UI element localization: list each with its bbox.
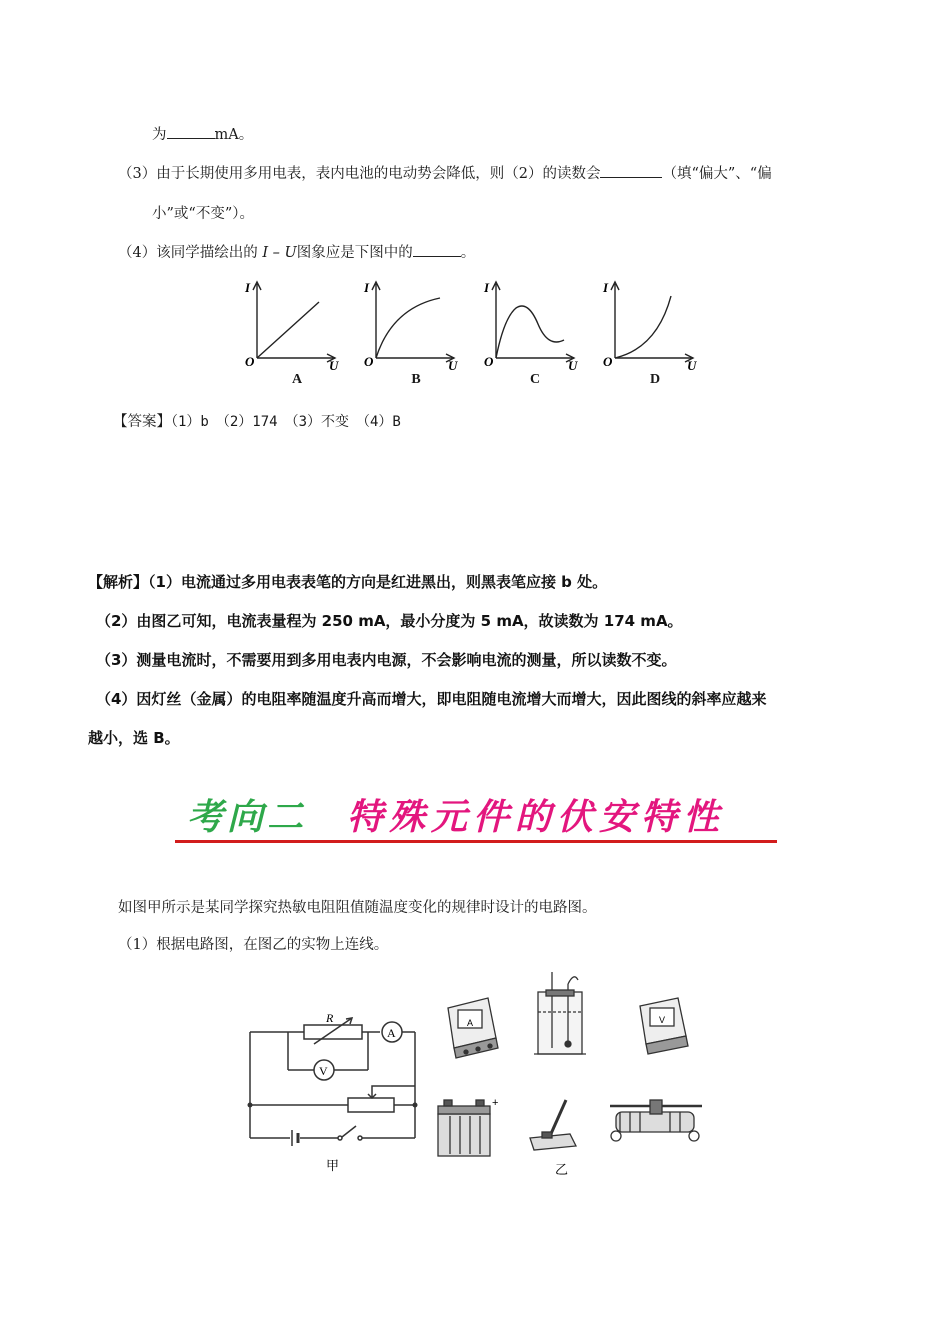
banner-rule	[175, 840, 777, 843]
voltmeter-face-label: V	[659, 1015, 666, 1025]
q2-tail-line	[152, 124, 253, 145]
axis-y-label: I	[364, 280, 370, 295]
origin-label: O	[245, 354, 255, 369]
origin-label: O	[364, 354, 374, 369]
graph-c-label: C	[529, 372, 541, 387]
axis-x-label: U	[448, 358, 458, 370]
graph-d	[601, 278, 701, 370]
rheostat-icon	[610, 1100, 702, 1141]
answer-line	[113, 412, 401, 432]
analysis-line-5: 越小，选 B。	[88, 729, 180, 747]
q2-tail-prefix: 为	[152, 127, 167, 143]
q4-end: 。	[460, 245, 476, 261]
problem-part1: （1）根据电路图，在图乙的实物上连线。	[118, 937, 389, 953]
q2-tail-suffix: mA。	[214, 127, 254, 143]
q3-text: （3）由于长期使用多用电表，表内电池的电动势会降低，则（2）的读数会	[118, 166, 601, 182]
axis-y-label: I	[245, 280, 251, 295]
axis-x-label: U	[568, 358, 578, 370]
ammeter-face-label: A	[467, 1018, 474, 1028]
q3-line1	[118, 163, 772, 184]
voltmeter-symbol: V	[319, 1064, 328, 1078]
graph-b	[362, 278, 462, 370]
banner-right-title: 特殊元件的伏安特性	[347, 796, 726, 838]
answer-blank[interactable]	[600, 163, 662, 178]
circuit-diagram	[240, 1010, 430, 1180]
answer-text: （1）b （2）174 （3）不变 （4）B	[171, 414, 401, 430]
q4-line	[118, 242, 475, 263]
origin-label: O	[484, 354, 494, 369]
q4-variable: I – U	[262, 245, 297, 261]
battery-plus-sign: +	[492, 1097, 499, 1109]
q3-text-suffix: （填“偏大”、“偏	[662, 166, 772, 182]
q4-text-suffix: 图象应是下图中的	[296, 245, 413, 261]
switch-icon	[530, 1100, 576, 1150]
analysis-line-1: 【解析】（1）电流通过多用电表表笔的方向是红进黑出，则黑表笔应接 b 处。	[88, 573, 608, 591]
graph-c	[482, 278, 582, 370]
problem-intro: 如图甲所示是某同学探究热敏电阻阻值随温度变化的规律时设计的电路图。	[118, 900, 597, 916]
answer-blank[interactable]	[413, 242, 461, 257]
origin-label: O	[603, 354, 613, 369]
axis-x-label: U	[329, 358, 339, 370]
axis-y-label: I	[484, 280, 490, 295]
graph-d-label: D	[649, 372, 661, 387]
voltmeter-icon	[640, 998, 688, 1054]
section-banner	[175, 788, 777, 846]
graph-a	[243, 278, 343, 370]
ammeter-symbol: A	[387, 1026, 396, 1040]
axis-x-label: U	[687, 358, 697, 370]
circuit-caption: 甲	[326, 1159, 340, 1174]
banner-left-title: 考向二	[187, 796, 308, 838]
resistor-label: R	[326, 1011, 334, 1025]
answer-label: 【答案】	[113, 414, 171, 430]
answer-blank[interactable]	[167, 124, 215, 139]
apparatus-figure	[430, 968, 710, 1183]
ammeter-icon	[448, 998, 498, 1058]
battery-icon	[438, 1100, 490, 1156]
axis-y-label: I	[603, 280, 609, 295]
apparatus-caption: 乙	[555, 1163, 569, 1178]
analysis-line-4: （4）因灯丝（金属）的电阻率随温度升高而增大，即电阻随电流增大而增大，因此图线的斜率应越来	[96, 690, 767, 708]
q4-text: （4）该同学描绘出的	[118, 245, 263, 261]
analysis-line-3: （3）测量电流时，不需要用到多用电表内电源，不会影响电流的测量，所以读数不变。	[96, 651, 677, 669]
q3-line2: 小”或“不变”）。	[152, 206, 254, 222]
graph-b-label: B	[411, 372, 421, 387]
graph-a-label: A	[291, 372, 303, 387]
beaker-icon	[534, 972, 586, 1054]
analysis-line-2: （2）由图乙可知，电流表量程为 250 mA，最小分度为 5 mA，故读数为 174 mA。	[96, 612, 683, 630]
